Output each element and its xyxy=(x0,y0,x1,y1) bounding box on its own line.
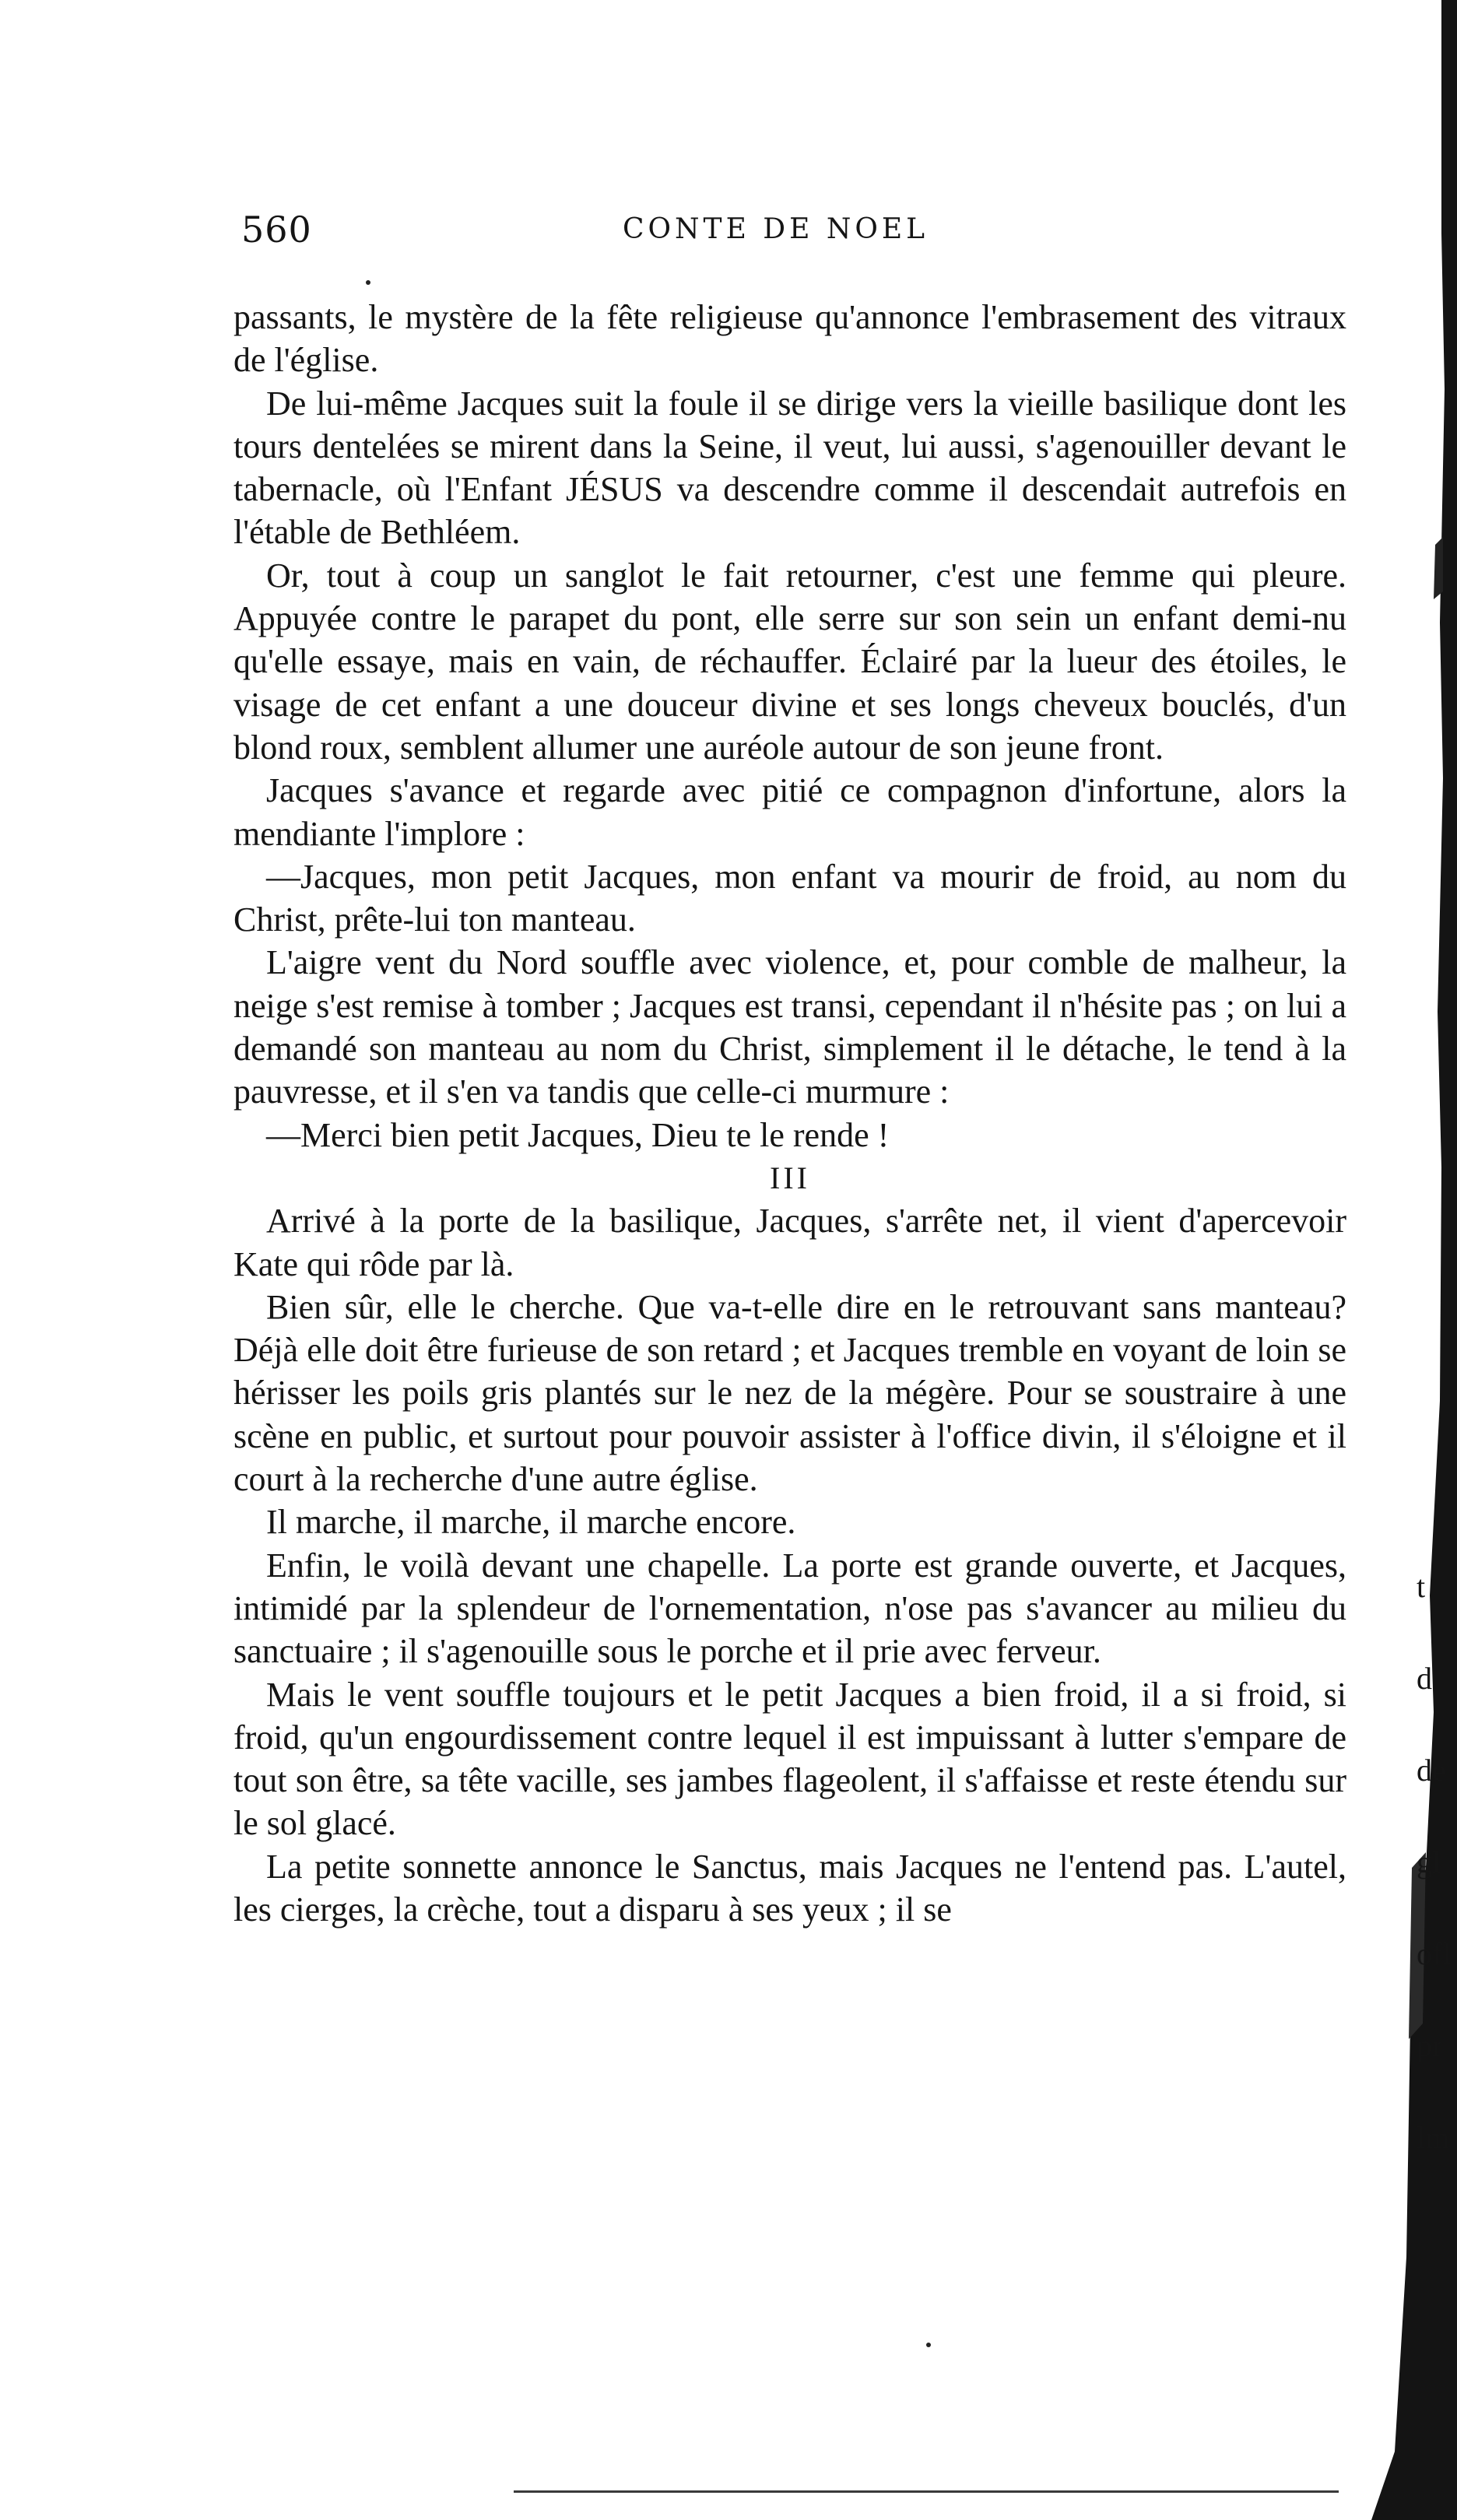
paragraph: Jacques s'avance et regarde avec pitié ce compagnon d'infortune, alors la mendiante l'implore : xyxy=(233,771,1346,853)
margin-fragment: gl xyxy=(1417,1844,1441,1879)
paragraph: passants, le mystère de la fête religieuse qu'annonce l'embrasement des vitraux de l'église. xyxy=(233,298,1346,380)
speck xyxy=(366,280,370,285)
paragraph: Or, tout à coup un sanglot le fait retourner, c'est une femme qui pleure. Appuyée contre le parapet du pont, elle serre sur son sein un enfant demi-nu qu'elle essaye, mais en vain, de réchauffer. Éclairé par la lueur des étoiles, le visage de cet enfant a une douceur divine et ses longs cheveux bouclés, d'un blond roux, semblent allumer une auréole autour de son jeune front. xyxy=(233,556,1346,767)
paragraph: L'aigre vent du Nord souffle avec violence, et, pour comble de malheur, la neige s'est remise à tomber ; Jacques est transi, cependant il n'hésite pas ; on lui a demandé son manteau au nom du Christ, simplement il le détache, le tend à la pauvresse, et il s'en va tandis que celle-ci murmure : xyxy=(233,943,1346,1111)
margin-fragment: t xyxy=(1417,1569,1426,1604)
speck xyxy=(926,2343,931,2347)
page-edge-rule xyxy=(514,2490,1339,2493)
margin-fragment: d xyxy=(1417,1661,1432,1696)
dialog-line: —Jacques, mon petit Jacques, mon enfant va mourir de froid, au nom du Christ, prête-lui ton manteau. xyxy=(233,857,1346,939)
paragraph: Il marche, il marche, il marche encore. xyxy=(266,1503,796,1542)
page-header xyxy=(241,209,1362,255)
paragraph: Arrivé à la porte de la basilique, Jacques, s'arrête net, il vient d'apercevoir Kate qui rôde par là. xyxy=(233,1202,1346,1283)
dialog-line: —Merci bien petit Jacques, Dieu te le rende ! xyxy=(266,1115,890,1154)
margin-fragment: pr xyxy=(1417,2028,1443,2063)
paragraph: Bien sûr, elle le cherche. Que va-t-elle dire en le retrouvant sans manteau? Déjà elle doit être furieuse de son retard ; et Jacques tremble en voyant de loin se hérisser les poils gris plantés sur le nez de la mégère. Pour se soustraire à une scène en public, et surtout pour pouvoir assister à l'office divin, il s'éloigne et il court à la recherche d'une autre église. xyxy=(233,1287,1346,1499)
margin-fragment: ofl xyxy=(1417,1936,1452,1971)
running-title: CONTE DE NOEL xyxy=(623,213,929,245)
section-heading: III xyxy=(770,1160,810,1195)
page-number: 560 xyxy=(241,209,312,251)
facing-page-fragments xyxy=(1417,1541,1455,2184)
body-text xyxy=(233,296,1346,1931)
margin-fragment: lm xyxy=(1417,2120,1450,2155)
paragraph: Enfin, le voilà devant une chapelle. La porte est grande ouverte, et Jacques, intimidé par la splendeur de l'ornementation, n'ose pas s'avancer au milieu du sanctuaire ; il s'agenouille sous le porche et il prie avec ferveur. xyxy=(233,1546,1346,1671)
paragraph: La petite sonnette annonce le Sanctus, mais Jacques ne l'entend pas. L'autel, les cierges, la crèche, tout a disparu à ses yeux ; il se xyxy=(233,1847,1346,1929)
margin-fragment: de xyxy=(1417,1753,1446,1788)
paragraph: De lui-même Jacques suit la foule il se dirige vers la vieille basilique dont les tours dentelées se mirent dans la Seine, il veut, lui aussi, s'agenouiller devant le tabernacle, où l'Enfant JÉSUS va descendre comme il descendait autrefois en l'étable de Bethléem. xyxy=(233,384,1346,552)
paragraph: Mais le vent souffle toujours et le petit Jacques a bien froid, il a si froid, si froid, qu'un engourdissement contre lequel il est impuissant à lutter s'empare de tout son être, sa tête vacille, ses jambes flageolent, il s'affaisse et reste étendu sur le sol glacé. xyxy=(233,1675,1346,1843)
